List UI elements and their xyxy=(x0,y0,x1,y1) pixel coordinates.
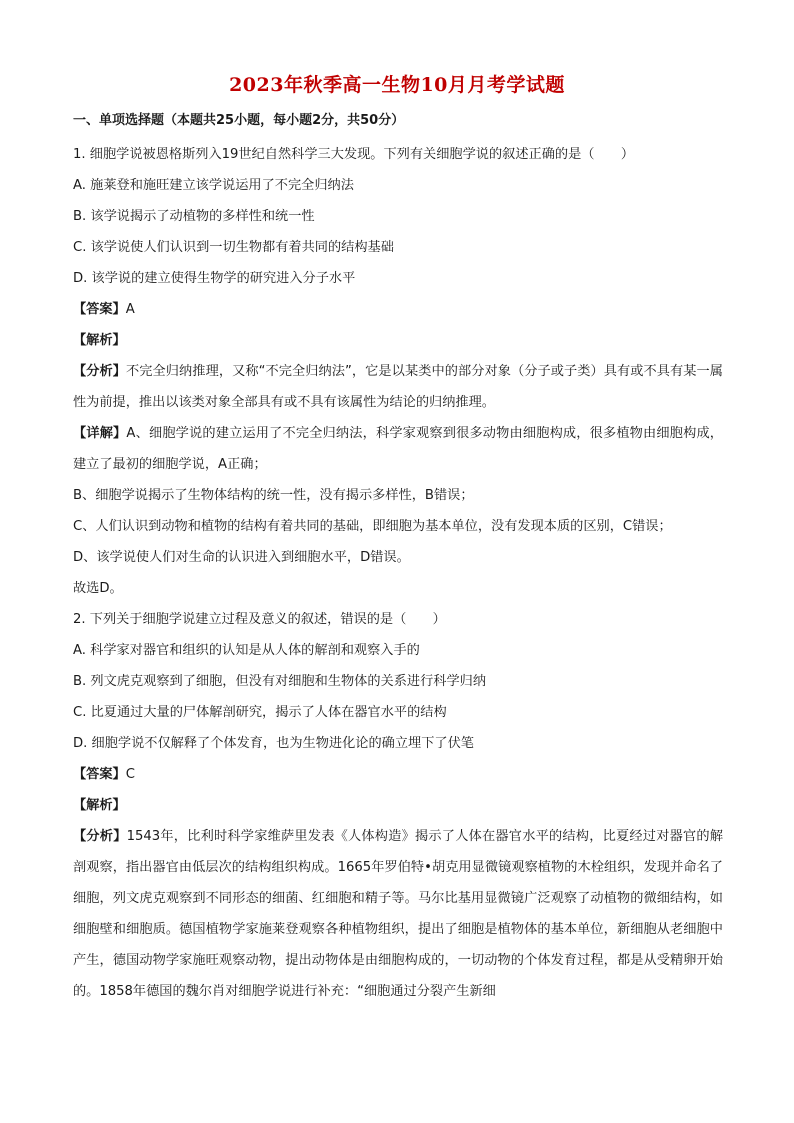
fenxi-tag: 【分析】 xyxy=(73,364,127,379)
question-1-answer xyxy=(73,294,723,325)
answer-value: A xyxy=(125,302,135,317)
answer-tag: 【答案】 xyxy=(73,302,126,317)
question-1-detail-d: D、该学说使人们对生命的认识进入到细胞水平，D错误。 xyxy=(73,550,410,565)
xiangjie-text: A、细胞学说的建立运用了不完全归纳法，科学家观察到很多动物由细胞构成，很多植物由细胞构成，建立了最初的细胞学说，A正确； xyxy=(73,426,723,472)
page-title: 2023年秋季高一生物10月月考学试题 xyxy=(229,74,565,96)
question-2-analysis-tag: 【解析】 xyxy=(73,798,126,813)
question-1-option-d: D. 该学说的建立使得生物学的研究进入分子水平 xyxy=(73,271,356,286)
question-2-option-c: C. 比夏通过大量的尸体解剖研究，揭示了人体在器官水平的结构 xyxy=(73,705,447,720)
xiangjie-tag: 【详解】 xyxy=(73,426,127,441)
question-2-fenxi xyxy=(73,821,723,1007)
fenxi-text: 不完全归纳推理，又称“不完全归纳法”，它是以某类中的部分对象（分子或子类）具有或不具有某一属性为前提，推出以该类对象全部具有或不具有该属性为结论的归纳推理。 xyxy=(73,364,723,410)
fenxi-tag: 【分析】 xyxy=(73,829,127,844)
section-heading: 一、单项选择题（本题共25小题，每小题2分，共50分） xyxy=(73,113,405,128)
question-1-option-b: B. 该学说揭示了动植物的多样性和统一性 xyxy=(73,209,315,224)
exam-content xyxy=(73,108,723,1007)
question-2-option-b: B. 列文虎克观察到了细胞，但没有对细胞和生物体的关系进行科学归纳 xyxy=(73,674,487,689)
question-1-option-c: C. 该学说使人们认识到一切生物都有着共同的结构基础 xyxy=(73,240,394,255)
answer-tag: 【答案】 xyxy=(73,767,126,782)
question-1-stem: 1. 细胞学说被恩格斯列入19世纪自然科学三大发现。下列有关细胞学说的叙述正确的是（ ） xyxy=(73,147,635,162)
fenxi-text: 1543年，比利时科学家维萨里发表《人体构造》揭示了人体在器官水平的结构，比夏经过对器官的解剖观察，指出器官由低层次的结构组织构成。1665年罗伯特•胡克用显微镜观察植物的木栓组织，发现并命名了细胞，列文虎克观察到不同形态的细菌、红细胞和精子等。马尔比基用显微镜广泛观察了动植物的微细结构，如细胞壁和细胞质。德国植物学家施莱登观察各种植物组织，提出了细胞是植物体的基本单位，新细胞从老细胞中产生，德国动物学家施旺观察动物，提出动物体是由细胞构成的，一切动物的个体发育过程，都是从受精卵开始的。1858年德国的魏尔肖对细胞学说进行补充：“细胞通过分裂产生新细 xyxy=(73,829,724,999)
question-2-answer xyxy=(73,759,723,790)
question-2-stem: 2. 下列关于细胞学说建立过程及意义的叙述，错误的是（ ） xyxy=(73,612,446,627)
question-1-analysis-tag: 【解析】 xyxy=(73,333,126,348)
question-1-xiangjie xyxy=(73,418,723,480)
question-2-option-a: A. 科学家对器官和组织的认知是从人体的解剖和观察入手的 xyxy=(73,643,420,658)
question-1-option-a: A. 施莱登和施旺建立该学说运用了不完全归纳法 xyxy=(73,178,354,193)
question-1-conclusion: 故选D。 xyxy=(73,581,123,596)
question-1-detail-c: C、人们认识到动物和植物的结构有着共同的基础，即细胞为基本单位，没有发现本质的区别，C错误； xyxy=(73,519,672,534)
answer-value: C xyxy=(125,767,135,782)
question-2-option-d: D. 细胞学说不仅解释了个体发育，也为生物进化论的确立埋下了伏笔 xyxy=(73,736,474,751)
question-1-detail-b: B、细胞学说揭示了生物体结构的统一性，没有揭示多样性，B错误； xyxy=(73,488,474,503)
question-1-fenxi xyxy=(73,356,723,418)
